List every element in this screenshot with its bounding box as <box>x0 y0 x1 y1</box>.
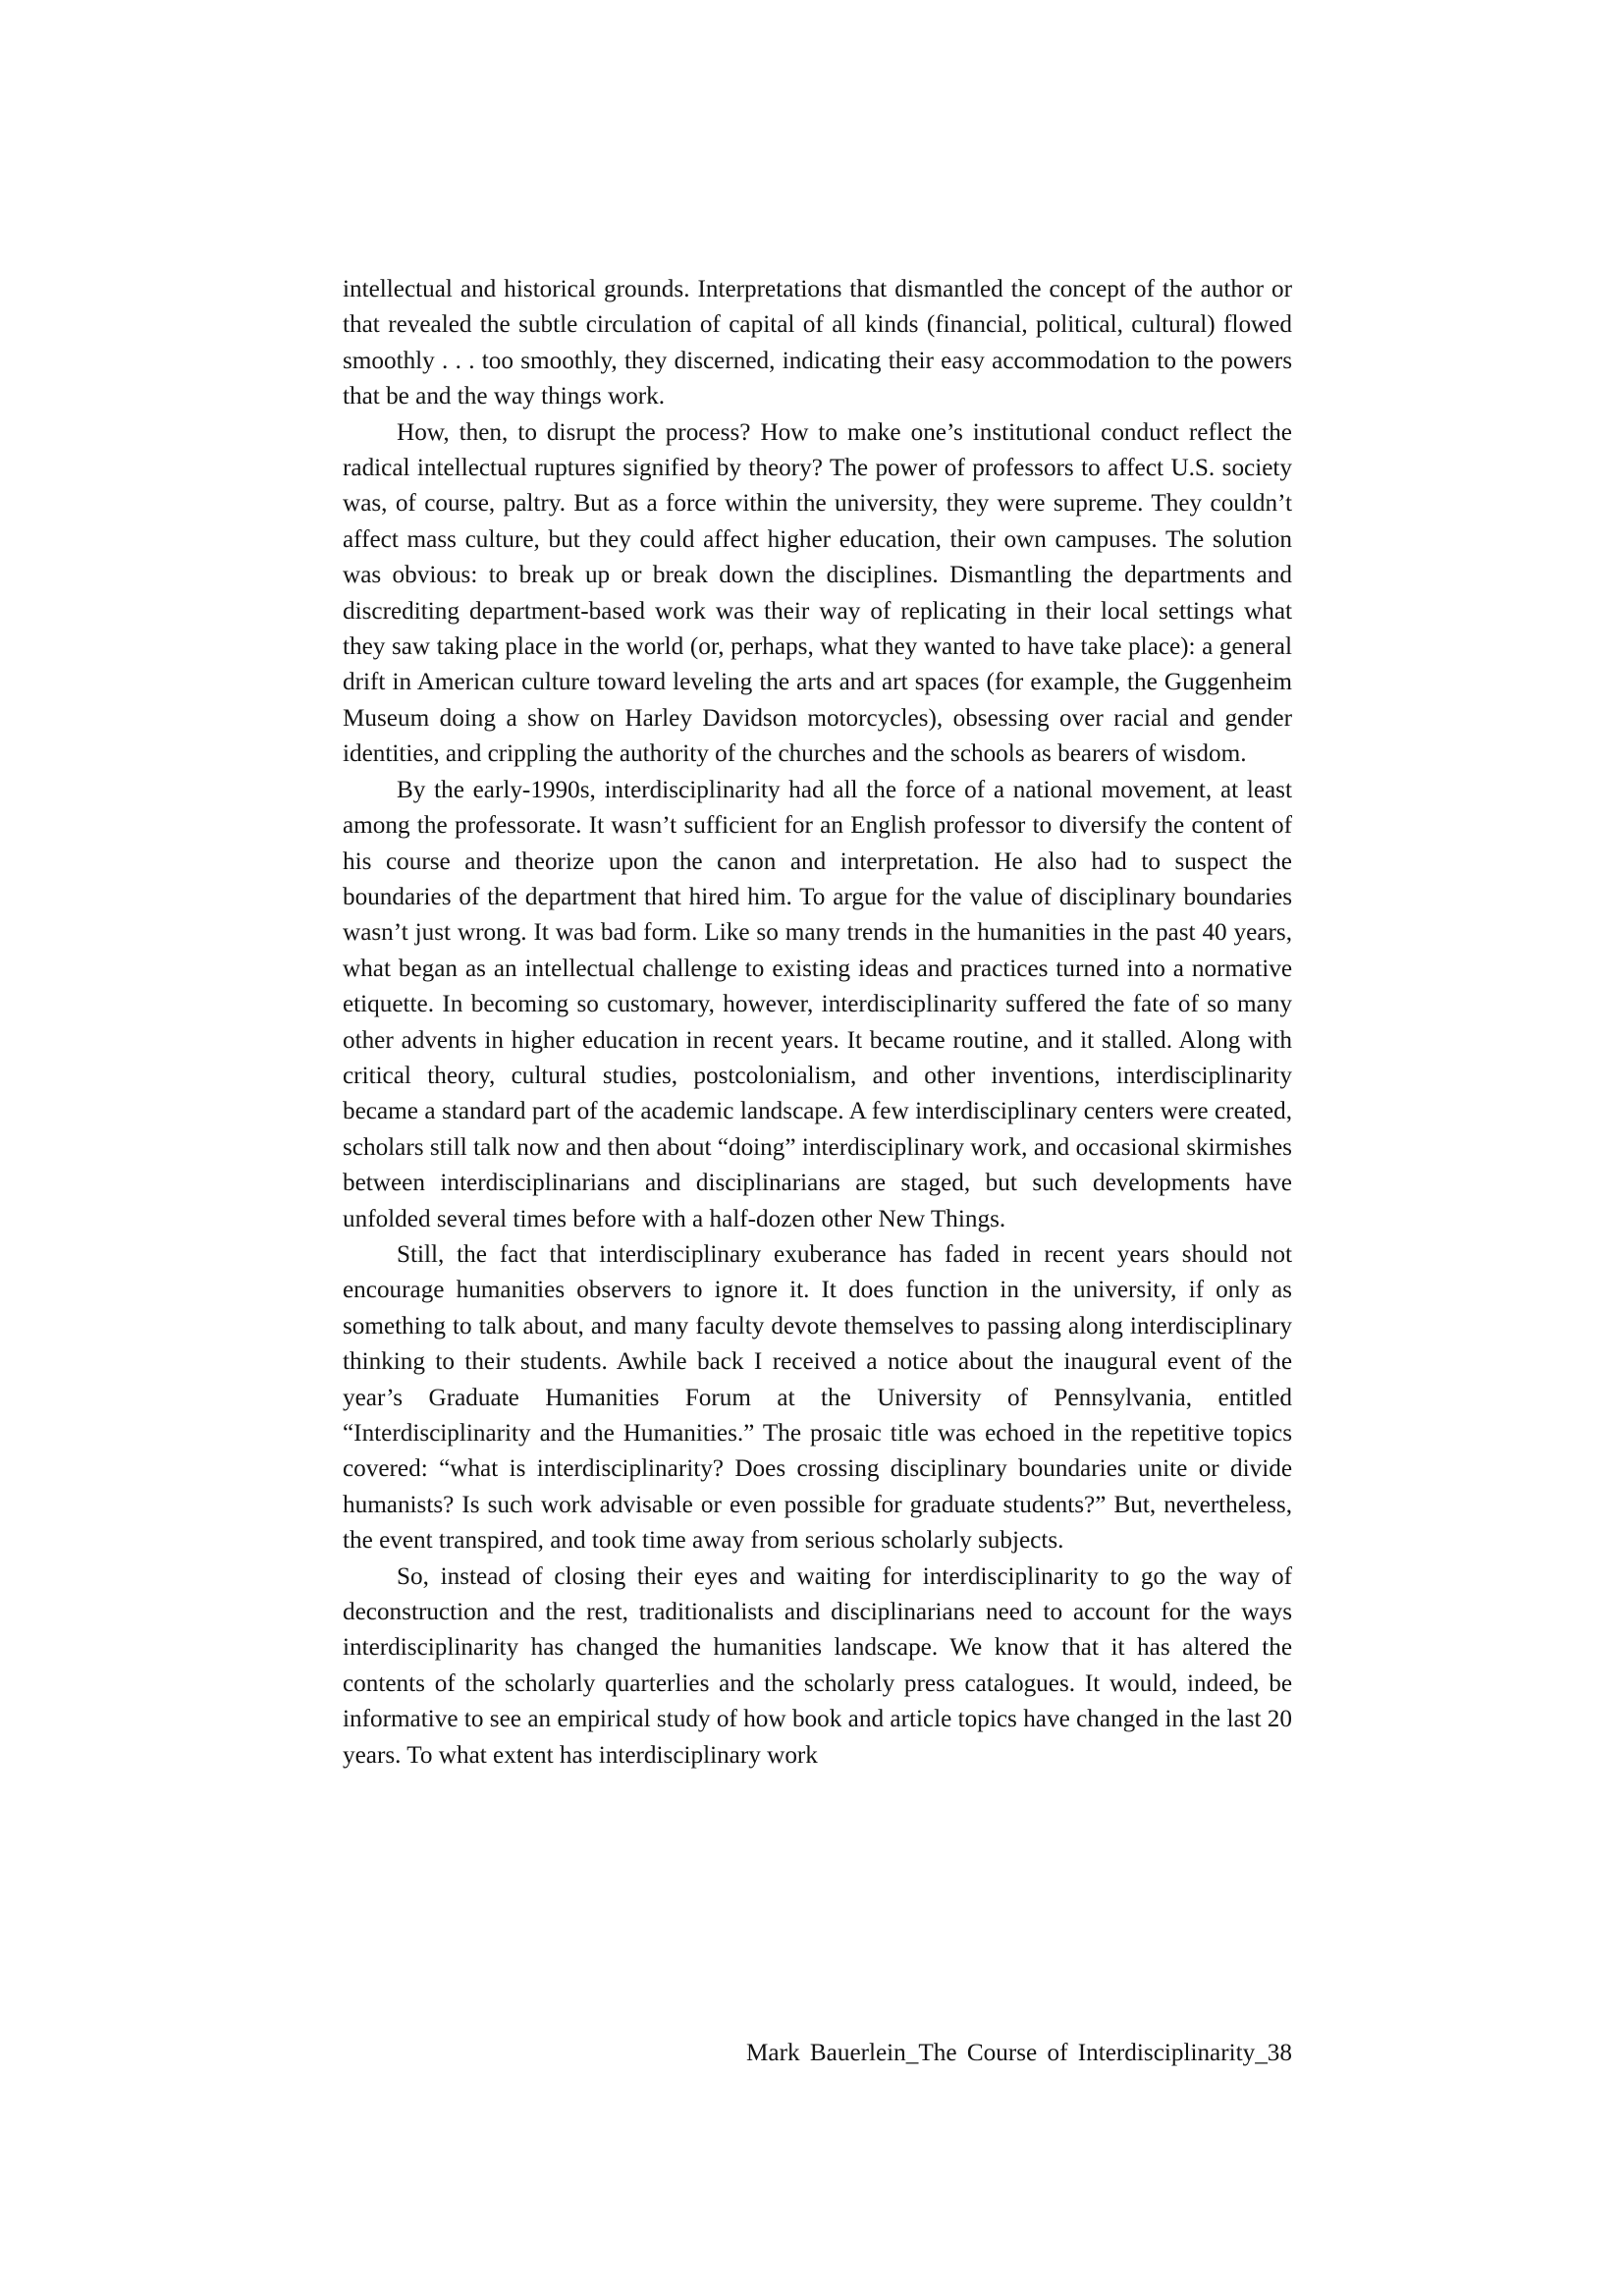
body-text <box>343 272 1292 1774</box>
paragraph: So, instead of closing their eyes and waiting for interdisciplinarity to go the way of deconstruction and the rest, traditionalists and disciplinarians need to account for the ways interdisciplinarity has changed the humanities landscape. We know that it has altered the contents of the scholarly quarterlies and the scholarly press catalogues. It would, indeed, be informative to see an empirical study of how book and article topics have changed in the last 20 years. To what extent has interdisciplinary work <box>343 1562 1292 1769</box>
paragraph-continued: intellectual and historical grounds. Interpretations that dismantled the concept of the author or that revealed the subtle circulation of capital of all kinds (financial, political, cultural) flowed smoothly . . . too smoothly, they discerned, indicating their easy accommodation to the powers that be and the way things work. <box>343 276 1292 410</box>
paragraph: How, then, to disrupt the process? How to make one’s institutional conduct reflect the radical intellectual ruptures signified by theory? The power of professors to affect U.S. society was, of course, paltry. But as a force within the university, they were supreme. They couldn’t affect mass culture, but they could affect higher education, their own campuses. The solution was obvious: to break up or break down the disciplines. Dismantling the departments and discrediting department-based work was their way of replicating in their local settings what they saw taking place in the world (or, perhaps, what they wanted to have take place): a general drift in American culture toward leveling the arts and art spaces (for example, the Guggenheim Museum doing a show on Harley Davidson motorcycles), obsessing over racial and gender identities, and crippling the authority of the churches and the schools as bearers of wisdom. <box>343 418 1292 768</box>
paragraph: By the early-1990s, interdisciplinarity had all the force of a national movement, at least among the professorate. It wasn’t sufficient for an English professor to diversify the content of his course and theorize upon the canon and interpretation. He also had to suspect the boundaries of the department that hired him. To argue for the value of disciplinary boundaries wasn’t just wrong. It was bad form. Like so many trends in the humanities in the past 40 years, what began as an intellectual challenge to existing ideas and practices turned into a normative etiquette. In becoming so customary, however, interdisciplinarity suffered the fate of so many other advents in higher education in recent years. It became routine, and it stalled. Along with critical theory, cultural studies, postcolonialism, and other inventions, interdisciplinarity became a standard part of the academic landscape. A few interdisciplinary centers were created, scholars still talk now and then about “doing” interdisciplinary work, and occasional skirmishes between interdisciplinarians and disciplinarians are staged, but such developments have unfolded several times before with a half-dozen other New Things. <box>343 776 1292 1232</box>
page-footer: Mark Bauerlein_The Course of Interdisciplinarity_38 <box>746 2040 1292 2066</box>
paragraph: Still, the fact that interdisciplinary exuberance has faded in recent years should not encourage humanities observers to ignore it. It does function in the university, if only as something to talk about, and many faculty devote themselves to passing along interdisciplinary thinking to their students. Awhile back I received a notice about the inaugural event of the year’s Graduate Humanities Forum at the University of Pennsylvania, entitled “Interdisciplinarity and the Humanities.” The prosaic title was echoed in the repetitive topics covered: “what is interdisciplinarity? Does crossing disciplinary boundaries unite or divide humanists? Is such work advisable or even possible for graduate students?” But, nevertheless, the event transpired, and took time away from serious scholarly subjects. <box>343 1240 1292 1555</box>
